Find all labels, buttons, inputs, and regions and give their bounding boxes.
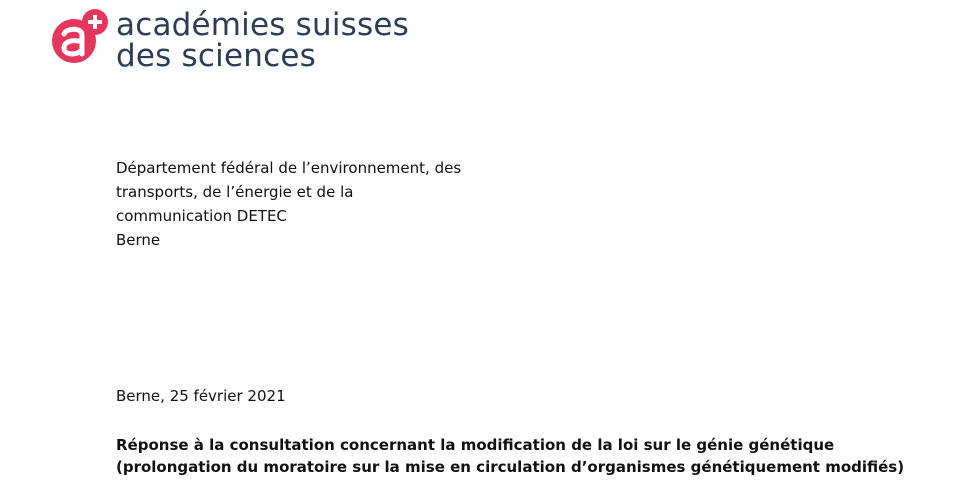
recipient-line: Berne [116,231,161,249]
logo-line-1: académies suisses [116,7,410,43]
logo-line-2: des sciences [116,38,316,74]
letter-subject [116,434,904,478]
recipient-line: transports, de l’énergie et de la [116,183,354,201]
logo-wordmark [116,7,410,74]
recipient-address [116,156,461,252]
academies-logo [52,8,409,72]
recipient-line: Département fédéral de l’environnement, des [116,159,462,177]
subject-line-2: (prolongation du moratoire sur la mise en circulation d’organismes génétiquement modifiés) [116,458,905,476]
subject-line-1: Réponse à la consultation concernant la modification de la loi sur le génie génétique [116,436,835,454]
recipient-line: communication DETEC [116,207,287,225]
a-plus-logo-icon [52,8,108,68]
letter-date: Berne, 25 février 2021 [116,387,286,405]
